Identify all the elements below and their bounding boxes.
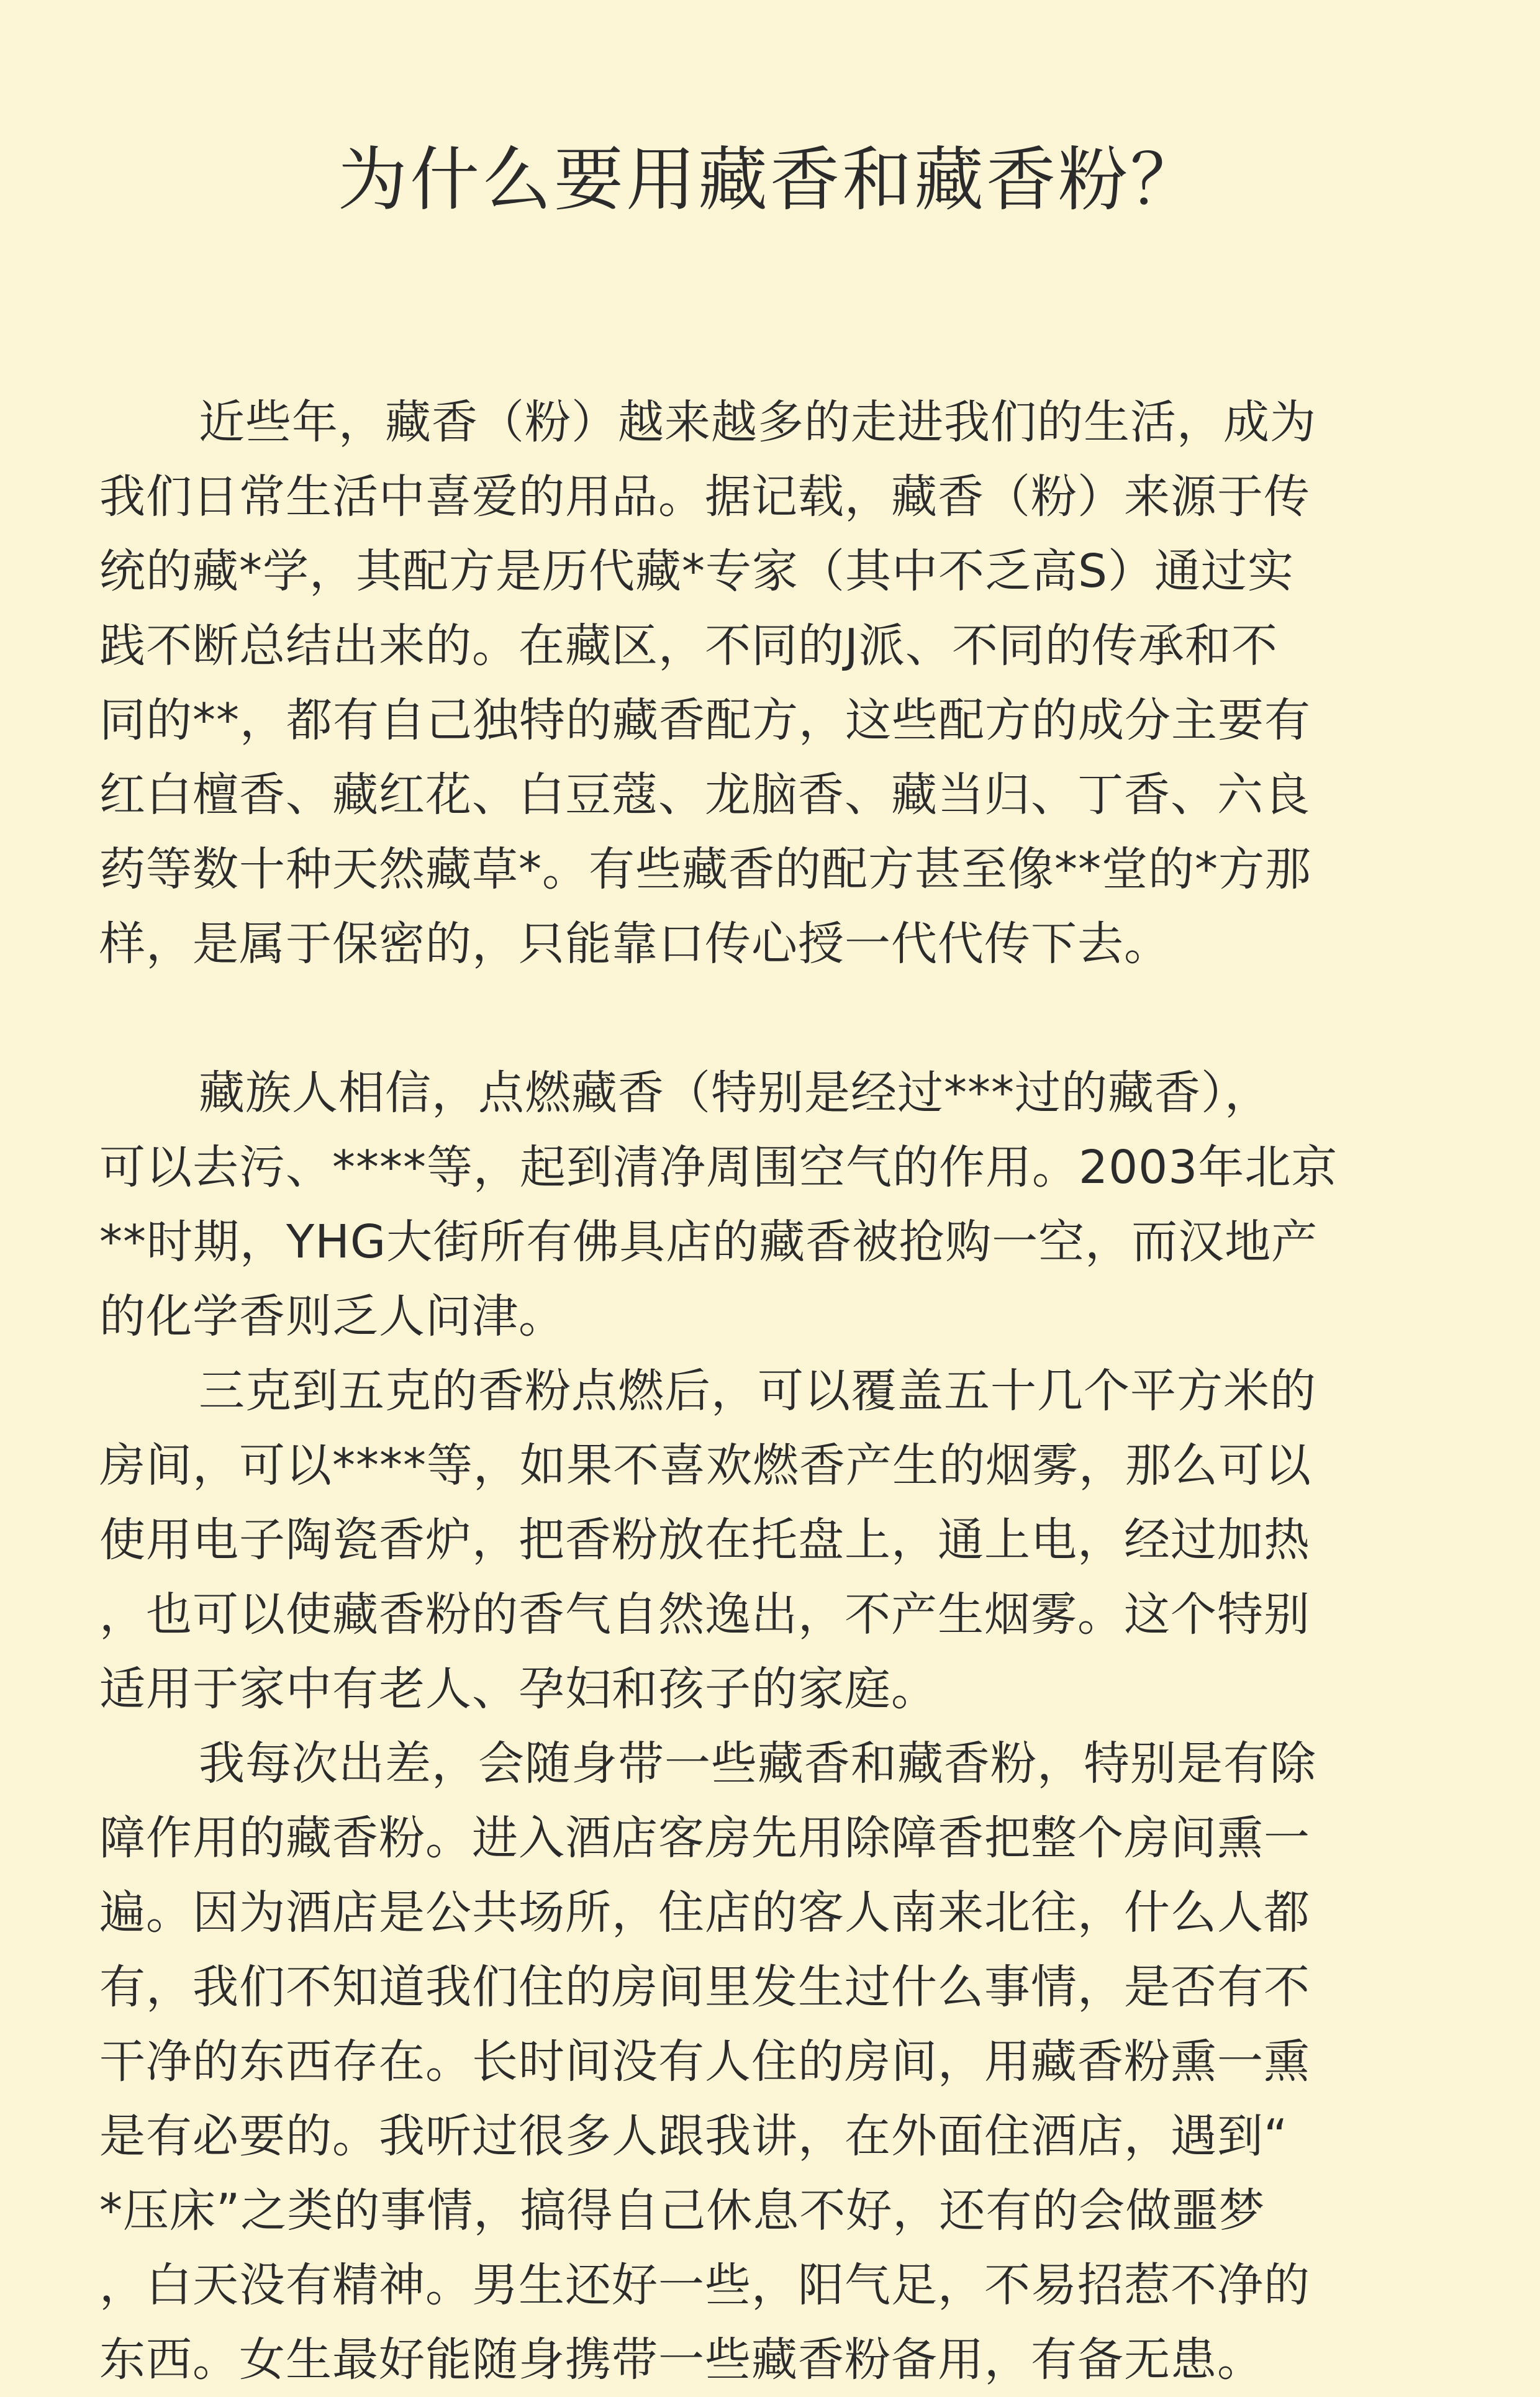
text-line: 东西。女生最好能随身携带一些藏香粉备用，有备无患。 — [99, 2333, 1264, 2386]
paragraph-3 — [99, 1354, 1391, 1726]
text-line: 近些年，藏香（粉）越来越多的走进我们的生活，成为 — [199, 396, 1316, 449]
text-line: 适用于家中有老人、孕妇和孩子的家庭。 — [99, 1662, 938, 1716]
paragraph-spacer — [99, 981, 1391, 1056]
text-line: 使用电子陶瓷香炉，把香粉放在托盘上，通上电，经过加热 — [99, 1513, 1310, 1567]
text-line: 同的**，都有自己独特的藏香配方，这些配方的成分主要有 — [99, 694, 1311, 747]
text-line: 有，我们不知道我们住的房间里发生过什么事情，是否有不 — [99, 1960, 1310, 2014]
paragraph-4 — [99, 1726, 1391, 2397]
text-line: 可以去污、****等，起到清净周围空气的作用。2003年北京 — [99, 1141, 1338, 1194]
text-line: 样，是属于保密的，只能靠口传心授一代代传下去。 — [99, 917, 1171, 971]
text-line: 遍。因为酒店是公共场所，住店的客人南来北往，什么人都 — [99, 1886, 1310, 1939]
article-body — [99, 385, 1391, 2397]
text-line: ，白天没有精神。男生还好一些，阳气足，不易招惹不净的 — [99, 2259, 1310, 2312]
text-line: 践不断总结出来的。在藏区，不同的J派、不同的传承和不 — [99, 619, 1278, 673]
paragraph-2 — [99, 1056, 1391, 1354]
text-line: 三克到五克的香粉点燃后，可以覆盖五十几个平方米的 — [199, 1364, 1316, 1418]
text-line: 统的藏*学，其配方是历代藏*专家（其中不乏高S）通过实 — [99, 545, 1294, 598]
text-line: ，也可以使藏香粉的香气自然逸出，不产生烟雾。这个特别 — [99, 1588, 1310, 1641]
text-line: 我每次出差，会随身带一些藏香和藏香粉，特别是有除 — [199, 1737, 1316, 1790]
paragraph-1 — [99, 385, 1391, 981]
text-line: 干净的东西存在。长时间没有人住的房间，用藏香粉熏一熏 — [99, 2035, 1310, 2088]
text-line: 障作用的藏香粉。进入酒店客房先用除障香把整个房间熏一 — [99, 1811, 1310, 1865]
text-line: *压床”之类的事情，搞得自己休息不好，还有的会做噩梦 — [99, 2184, 1266, 2237]
article-title: 为什么要用藏香和藏香粉？ — [338, 140, 1202, 220]
text-line: 药等数十种天然藏草*。有些藏香的配方甚至像**堂的*方那 — [99, 843, 1311, 896]
text-line: 我们日常生活中喜爱的用品。据记载，藏香（粉）来源于传 — [99, 470, 1310, 523]
text-line: 红白檀香、藏红花、白豆蔻、龙脑香、藏当归、丁香、六良 — [99, 768, 1310, 822]
text-line: 房间，可以****等，如果不喜欢燃香产生的烟雾，那么可以 — [99, 1439, 1311, 1492]
text-line: **时期，YHG大街所有佛具店的藏香被抢购一空，而汉地产 — [99, 1215, 1318, 1269]
text-line: 藏族人相信，点燃藏香（特别是经过***过的藏香）， — [199, 1066, 1271, 1120]
text-line: 是有必要的。我听过很多人跟我讲，在外面住酒店，遇到“ — [99, 2109, 1289, 2163]
text-line: 的化学香则乏人问津。 — [99, 1290, 565, 1343]
